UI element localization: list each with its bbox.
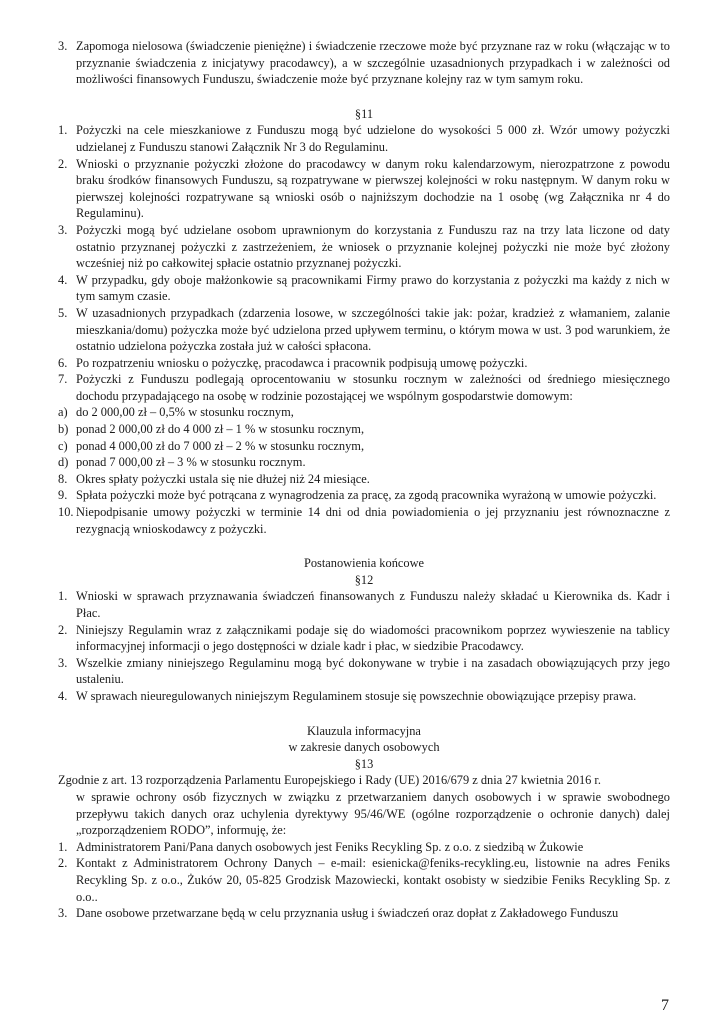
item-text: Pożyczki mogą być udzielane osobom uprawnionym do korzystania z Funduszu raz na trzy lata liczone od daty ostatnio przyznanej pożyczki z zastrzeżeniem, że wniosek o przyznanie kolejnej pożyczki nie może być złożony wcześniej niż po całkowitej spłacie ostatnio przyznanej pożyczki. — [76, 222, 670, 271]
item-text: ponad 4 000,00 zł do 7 000 zł – 2 % w stosunku rocznym, — [76, 438, 365, 453]
item-number: 1. — [58, 123, 68, 138]
item-number: 3. — [58, 655, 68, 670]
item-text: Administratorem Pani/Pana danych osobowych jest Feniks Recykling Sp. z o.o. z siedzibą w Żukowie — [76, 839, 584, 854]
list-item — [58, 222, 670, 272]
item-text: Po rozpatrzeniu wniosku o pożyczkę, pracodawca i pracownik podpisują umowę pożyczki. — [76, 355, 528, 370]
item-number: 3. — [58, 222, 68, 237]
item-text: Zapomoga nielosowa (świadczenie pieniężne) i świadczenie rzeczowe może być przyznane raz w roku (włączając w to przyznanie świadczenia z inicjatywy pracodawcy), a w szczególnie uzasadnionych przypadkach i w zależności od możliwości finansowych Funduszu, świadczenie może być przyznane kolejny raz w tym samym roku. — [76, 39, 670, 87]
item-number: 2. — [58, 622, 68, 637]
item-number: 2. — [58, 156, 68, 171]
page-number: 7 — [661, 997, 669, 1014]
section-heading-11: §11 — [354, 106, 374, 121]
list-item — [58, 355, 670, 372]
item-number: 8. — [58, 471, 68, 486]
document-page — [58, 38, 670, 922]
section-13-list — [58, 839, 670, 922]
item-number: 7. — [58, 372, 68, 387]
clause-intro-rest: w sprawie ochrony osób fizycznych w związku z przetwarzaniem danych osobowych i w sprawie swobodnego przepływu takich danych oraz uchylenia dyrektywy 95/46/WE (ogólne rozporządzenie o ochronie danych) dalej „rozporządzeniem RODO”, informuję, że: — [76, 789, 670, 838]
item-text: Niepodpisanie umowy pożyczki w terminie 14 dni od dnia powiadomienia o jej przyznaniu jest równoznaczne z rezygnacją wnioskodawcy z pożyczki. — [76, 505, 670, 536]
item-text: Okres spłaty pożyczki ustala się nie dłużej niż 24 miesiące. — [76, 471, 370, 486]
list-item — [58, 305, 670, 355]
section-heading-12: §12 — [354, 572, 374, 587]
item-number: d) — [58, 455, 69, 470]
item-text: Wnioski w sprawach przyznawania świadczeń finansowanych z Funduszu należy składać u Kierownika ds. Kadr i Płac. — [76, 589, 670, 620]
item-number: 1. — [58, 839, 68, 854]
item-text: W sprawach nieuregulowanych niniejszym Regulaminem stosuje się powszechnie obowiązujące przepisy prawa. — [76, 688, 637, 703]
item-number: 5. — [58, 305, 68, 320]
list-item — [58, 471, 670, 488]
item-number: 4. — [58, 688, 68, 703]
list-item — [58, 438, 670, 455]
item-number: 2. — [58, 856, 68, 871]
list-item — [58, 404, 670, 421]
item-text: Wnioski o przyznanie pożyczki złożone do pracodawcy w danym roku kalendarzowym, nierozpatrzone z powodu braku środków finansowych Funduszu, są rozpatrywane w pierwszej kolejności w roku następnym. W danym roku w pierwszej kolejności rozpatrywane są wnioski osób o najniższym dochodzie na 1 osobę (wg Załącznika nr 4 do Regulaminu). — [76, 156, 670, 221]
item-number: 10. — [58, 505, 74, 520]
item-number: a) — [58, 405, 68, 420]
list-item — [58, 655, 670, 688]
list-item — [58, 688, 670, 705]
item-number: b) — [58, 422, 69, 437]
clause-intro — [58, 772, 670, 838]
section-title-final: Postanowienia końcowe — [303, 556, 425, 571]
item-number: c) — [58, 438, 68, 453]
list-item — [58, 839, 670, 856]
item-text: Pożyczki z Funduszu podlegają oprocentowaniu w stosunku rocznym w zależności od średniego miesięcznego dochodu przypadającego na osobę w rodzinie pozostającej we wspólnym gospodarstwie domowym: — [76, 372, 670, 403]
list-item — [58, 855, 670, 905]
list-item — [58, 454, 670, 471]
list-item — [58, 588, 670, 621]
item-text: ponad 7 000,00 zł – 3 % w stosunku rocznym. — [76, 455, 306, 470]
item-text: Pożyczki na cele mieszkaniowe z Funduszu mogą być udzielone do wysokości 5 000 zł. Wzór umowy pożyczki udzielanej z Funduszu stanowi Załącznik Nr 3 do Regulaminu. — [76, 123, 670, 154]
item-text: Kontakt z Administratorem Ochrony Danych – e-mail: esienicka@feniks-recykling.eu, listownie na adres Feniks Recykling Sp. z o.o., Żuków 20, 05-825 Grodzisk Mazowiecki, kontakt osobisty w siedzibie Feniks Recykling Sp. z o.o.. — [76, 856, 670, 904]
item-text: ponad 2 000,00 zł do 4 000 zł – 1 % w stosunku rocznym, — [76, 422, 365, 437]
item-number: 6. — [58, 355, 68, 370]
list-item — [58, 38, 670, 88]
list-item — [58, 156, 670, 222]
item-number: 3. — [58, 906, 68, 921]
item-text: Niniejszy Regulamin wraz z załącznikami podaje się do wiadomości pracownikom poprzez wywieszenie na tablicy informacyjnej informacji o jego dostępności w dziale kadr i płac, w siedzibie Pracodawcy. — [76, 622, 670, 654]
section-12-list — [58, 588, 670, 704]
item-text: W przypadku, gdy oboje małżonkowie są pracownikami Firmy prawo do korzystania z pożyczki ma każdy z nich w tym samym czasie. — [76, 272, 670, 304]
item-text: Dane osobowe przetwarzane będą w celu przyznania usług i świadczeń oraz dopłat z Zakładowego Funduszu — [76, 906, 619, 921]
list-item — [58, 122, 670, 155]
item-number: 3. — [58, 39, 68, 53]
section-title-clause: Klauzula informacyjna — [307, 723, 421, 738]
item-text: Spłata pożyczki może być potrącana z wynagrodzenia za pracę, za zgodą pracownika wyrażoną w umowie pożyczki. — [76, 488, 657, 503]
item-text: do 2 000,00 zł – 0,5% w stosunku rocznym, — [76, 405, 294, 420]
list-item — [58, 905, 670, 922]
section-heading-13: §13 — [354, 756, 374, 771]
section-11-list — [58, 122, 670, 537]
item-number: 4. — [58, 272, 68, 287]
list-item — [58, 504, 670, 537]
list-item — [58, 272, 670, 305]
list-item — [58, 487, 670, 504]
list-item — [58, 421, 670, 438]
item-number: 9. — [58, 488, 68, 503]
section-subtitle-clause: w zakresie danych osobowych — [288, 740, 440, 755]
list-item — [58, 371, 670, 404]
item-text: W uzasadnionych przypadkach (zdarzenia losowe, w szczególności takie jak: pożar, kradzież z włamaniem, zalanie mieszkania/domu) pożyczka może być udzielona przed upływem terminu, o którym mowa w ust. 3 pod warunkiem, że ostatnio udzielona pożyczka została już w całości spłacona. — [76, 305, 670, 354]
item-text: Wszelkie zmiany niniejszego Regulaminu mogą być dokonywane w trybie i na zasadach obowiązujących przy jego ustaleniu. — [76, 655, 670, 687]
item-number: 1. — [58, 589, 68, 604]
list-item — [58, 622, 670, 655]
clause-intro-first: Zgodnie z art. 13 rozporządzenia Parlamentu Europejskiego i Rady (UE) 2016/679 z dnia 27 kwietnia 2016 r. — [58, 773, 601, 788]
